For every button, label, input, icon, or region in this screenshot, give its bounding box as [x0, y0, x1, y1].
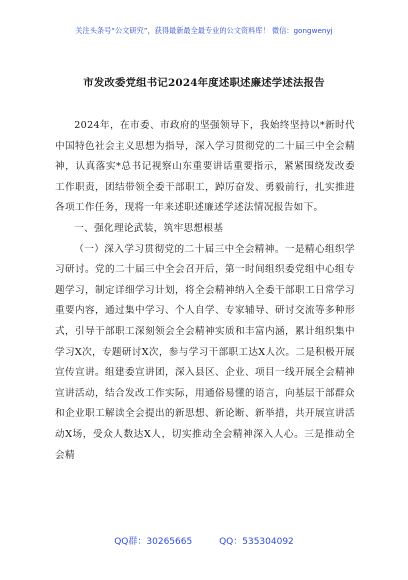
paragraph-section-1-1: （一）深入学习贯彻党的二十届三中全会精神。一是精心组织学习研讨。党的二十届三中全会召开后，第一时间组织委党组中心组专题学习，制定详细学习计划，将全会精神纳入全委干部职工日常学习重要内容，通过集中学习、个人自学、专家辅导、研讨交流等多种形式，引导干部职工深刻领会全会精神实质和丰富内涵，累计组织集中学习X次，专题研讨X次，参与学习干部职工达X人次。二是积极开展宣传宣讲。组建委宣讲团，深入县区、企业、项目一线开展全会精神宣讲活动，结合发改工作实际，用通俗易懂的语言，向基层干部群众和企业职工解读全会提出的新思想、新论断、新举措，共开展宣讲活动X场，受众人数达X人，切实推动全会精神深入人心。三是推动全会精	[55, 243, 355, 461]
footer-qq-group: QQ群：30265665	[114, 537, 193, 547]
document-title: 市发改委党组书记2024年度述职述廉述学述法报告	[83, 77, 325, 89]
footer-qq: QQ：535304092	[219, 537, 294, 547]
document-body	[55, 116, 355, 466]
paragraph-intro: 2024年，在市委、市政府的坚强领导下，我始终坚持以*新时代中国特色社会主义思想为指导，深入学习贯彻党的二十届三中全会精神，认真落实*总书记视察山东重要讲话重要指示，紧紧围绕发改委工作职责，团结带领全委干部职工，踔厉奋发、勇毅前行，扎实推进各项工作任务，现将一年来述职述廉述学述法情况报告如下。	[55, 120, 355, 214]
header-promo-note: 关注头条号“公文研究”，获得最新最全最专业的公文资料库！ 微信：gongwenyj	[75, 26, 333, 35]
footer-contact	[0, 534, 408, 547]
section-heading-1: 一、强化理论武装，筑牢思想根基	[74, 222, 224, 234]
